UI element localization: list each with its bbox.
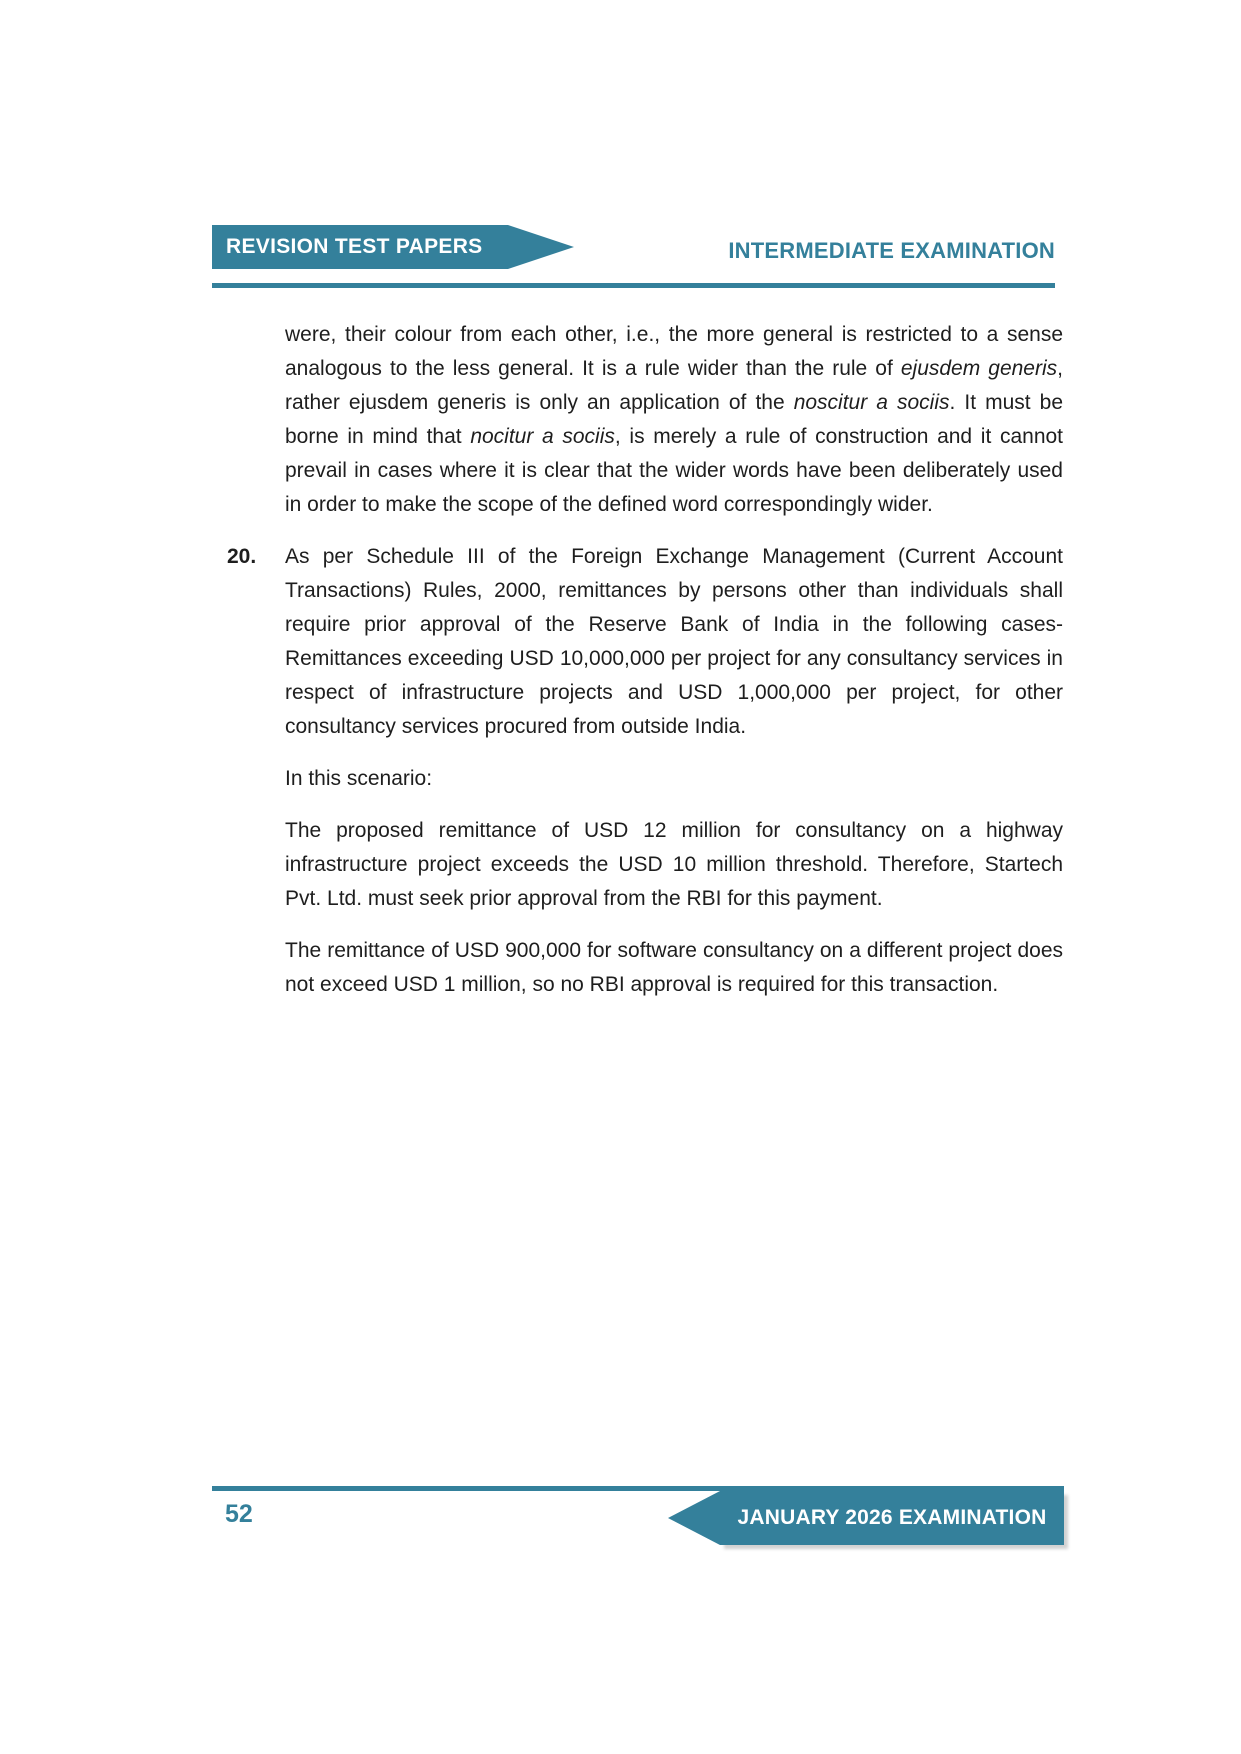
footer-banner-arrow-icon [668, 1491, 720, 1545]
question-20-text: As per Schedule III of the Foreign Exchange Management (Current Account Transactions) Rules, 2000, remittances by persons other than individuals shall require prior approval of the Reserve Bank of India in the following cases- Remittances exceeding USD 10,000,000 per project for any consultancy services in respect of infrastructure projects and USD 1,000,000 per project, for other consultancy services procured from outside India. [285, 545, 1063, 738]
header-exam-title: INTERMEDIATE EXAMINATION [728, 238, 1055, 263]
header-banner-label: REVISION TEST PAPERS [226, 235, 483, 258]
header-rule [212, 283, 1055, 288]
header-banner [212, 225, 508, 269]
question-number: 20. [227, 545, 257, 568]
footer-banner-label: JANUARY 2026 EXAMINATION [737, 1506, 1047, 1529]
scenario-label: In this scenario: [285, 767, 433, 790]
header-banner-arrow-icon [508, 225, 574, 269]
question-item-20 [227, 540, 1063, 744]
page-content [227, 318, 1063, 1002]
footer-banner [720, 1491, 1064, 1545]
scenario-paragraph-2: The remittance of USD 900,000 for software consultancy on a different project does not exceed USD 1 million, so no RBI approval is required for this transaction. [285, 939, 1063, 996]
paragraph-noscitur-continuation: were, their colour from each other, i.e., the more general is restricted to a sense analogous to the less general. It is a rule wider than the rule of ejusdem generis, rather ejusdem generis is only an application of the noscitur a sociis. It must be borne in mind that nocitur a sociis, is merely a rule of construction and it cannot prevail in cases where it is clear that the wider words have been deliberately used in order to make the scope of the defined word correspondingly wider. [285, 323, 1064, 516]
footer-page-number: 52 [225, 1500, 253, 1528]
scenario-paragraph-1: The proposed remittance of USD 12 million for consultancy on a highway infrastructure project exceeds the USD 10 million threshold. Therefore, Startech Pvt. Ltd. must seek prior approval from the RBI for this payment. [285, 819, 1063, 910]
